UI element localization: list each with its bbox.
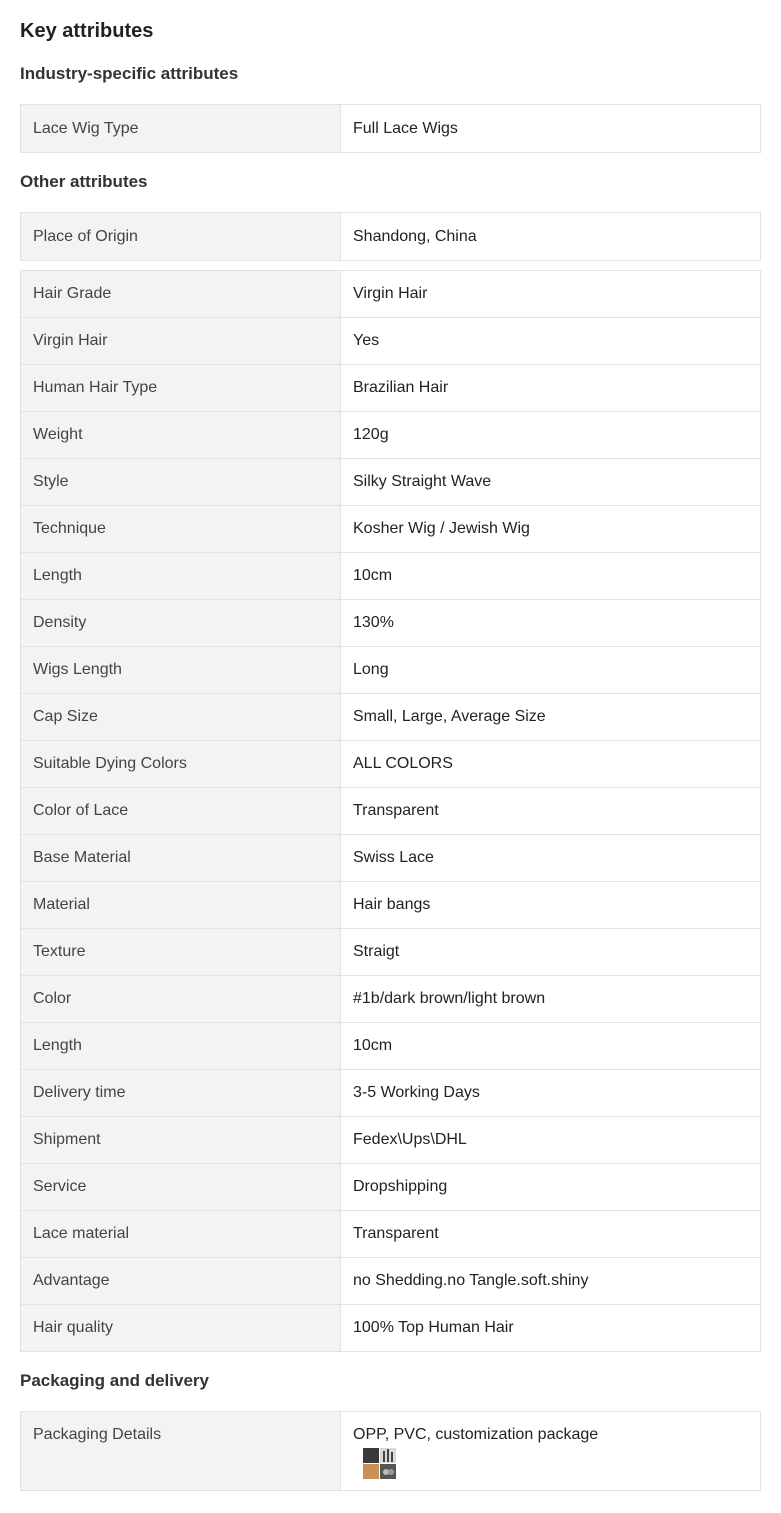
attribute-key: Base Material — [21, 835, 341, 882]
thumbnail-tile — [363, 1448, 379, 1463]
table-row — [21, 976, 761, 1023]
attribute-value: Silky Straight Wave — [341, 459, 761, 506]
attribute-value: 130% — [341, 600, 761, 647]
table-row — [21, 1305, 761, 1352]
attribute-key: Virgin Hair — [21, 318, 341, 365]
attribute-value: Yes — [341, 318, 761, 365]
table-row — [21, 506, 761, 553]
attribute-key: Weight — [21, 412, 341, 459]
attribute-key: Human Hair Type — [21, 365, 341, 412]
attribute-key: Length — [21, 553, 341, 600]
attribute-key: Cap Size — [21, 694, 341, 741]
attribute-key: Service — [21, 1164, 341, 1211]
attribute-value: Dropshipping — [341, 1164, 761, 1211]
attribute-value: Full Lace Wigs — [341, 105, 761, 153]
attribute-value: Small, Large, Average Size — [341, 694, 761, 741]
package-icon — [380, 1464, 396, 1479]
attribute-key: Material — [21, 882, 341, 929]
attribute-value: 10cm — [341, 553, 761, 600]
attribute-value: Straigt — [341, 929, 761, 976]
attribute-value: Transparent — [341, 788, 761, 835]
table-row — [21, 1070, 761, 1117]
table-row — [21, 1164, 761, 1211]
table-row — [21, 1211, 761, 1258]
attribute-key: Color of Lace — [21, 788, 341, 835]
attribute-value: Long — [341, 647, 761, 694]
section-heading-packaging: Packaging and delivery — [20, 1371, 209, 1390]
table-row — [21, 929, 761, 976]
section-heading-other: Other attributes — [20, 172, 148, 191]
other-attributes-table — [20, 270, 761, 1352]
attribute-value: Hair bangs — [341, 882, 761, 929]
table-row — [21, 1023, 761, 1070]
table-row — [21, 788, 761, 835]
attribute-key: Shipment — [21, 1117, 341, 1164]
table-row — [21, 600, 761, 647]
table-row — [21, 412, 761, 459]
attribute-key: Place of Origin — [21, 213, 341, 261]
attribute-value: Kosher Wig / Jewish Wig — [341, 506, 761, 553]
attribute-value: no Shedding.no Tangle.soft.shiny — [341, 1258, 761, 1305]
attribute-value: #1b/dark brown/light brown — [341, 976, 761, 1023]
thumbnail-tile — [380, 1448, 396, 1463]
other-attributes-table-head — [20, 212, 761, 261]
attribute-value: Brazilian Hair — [341, 365, 761, 412]
table-row — [21, 318, 761, 365]
attribute-value: Virgin Hair — [341, 271, 761, 318]
attribute-value: 10cm — [341, 1023, 761, 1070]
attribute-value: Shandong, China — [341, 213, 761, 261]
table-row — [21, 553, 761, 600]
table-row — [21, 105, 761, 153]
section-heading-industry: Industry-specific attributes — [20, 64, 239, 83]
packaging-table — [20, 1411, 761, 1491]
table-row — [21, 271, 761, 318]
industry-attributes-table — [20, 104, 761, 153]
attribute-key: Lace material — [21, 1211, 341, 1258]
table-row — [21, 1412, 761, 1491]
table-row — [21, 459, 761, 506]
attribute-key: Wigs Length — [21, 647, 341, 694]
attribute-key: Hair Grade — [21, 271, 341, 318]
attribute-key: Style — [21, 459, 341, 506]
attribute-value: 3-5 Working Days — [341, 1070, 761, 1117]
table-row — [21, 647, 761, 694]
table-row — [21, 694, 761, 741]
thumbnail-tile — [363, 1464, 379, 1479]
attribute-value-cell — [341, 1412, 761, 1491]
attribute-key: Hair quality — [21, 1305, 341, 1352]
table-row — [21, 741, 761, 788]
attribute-value: ALL COLORS — [341, 741, 761, 788]
table-row — [21, 835, 761, 882]
attribute-key: Density — [21, 600, 341, 647]
attribute-key: Color — [21, 976, 341, 1023]
bottles-icon — [380, 1448, 396, 1463]
table-row — [21, 882, 761, 929]
attribute-value: OPP, PVC, customization package — [353, 1426, 599, 1443]
attribute-key: Advantage — [21, 1258, 341, 1305]
attribute-value: 100% Top Human Hair — [341, 1305, 761, 1352]
attribute-key: Length — [21, 1023, 341, 1070]
attribute-value: 120g — [341, 412, 761, 459]
attribute-key: Packaging Details — [21, 1412, 341, 1491]
attribute-key: Technique — [21, 506, 341, 553]
attribute-key: Suitable Dying Colors — [21, 741, 341, 788]
attribute-value: Swiss Lace — [341, 835, 761, 882]
attribute-value: Fedex\Ups\DHL — [341, 1117, 761, 1164]
thumbnail-tile — [380, 1464, 396, 1479]
attribute-value: Transparent — [341, 1211, 761, 1258]
packaging-thumbnail[interactable] — [363, 1448, 397, 1480]
table-row — [21, 1258, 761, 1305]
attribute-key: Lace Wig Type — [21, 105, 341, 153]
attribute-key: Delivery time — [21, 1070, 341, 1117]
table-row — [21, 365, 761, 412]
table-row — [21, 1117, 761, 1164]
table-row — [21, 213, 761, 261]
page-title: Key attributes — [20, 20, 154, 42]
attribute-key: Texture — [21, 929, 341, 976]
